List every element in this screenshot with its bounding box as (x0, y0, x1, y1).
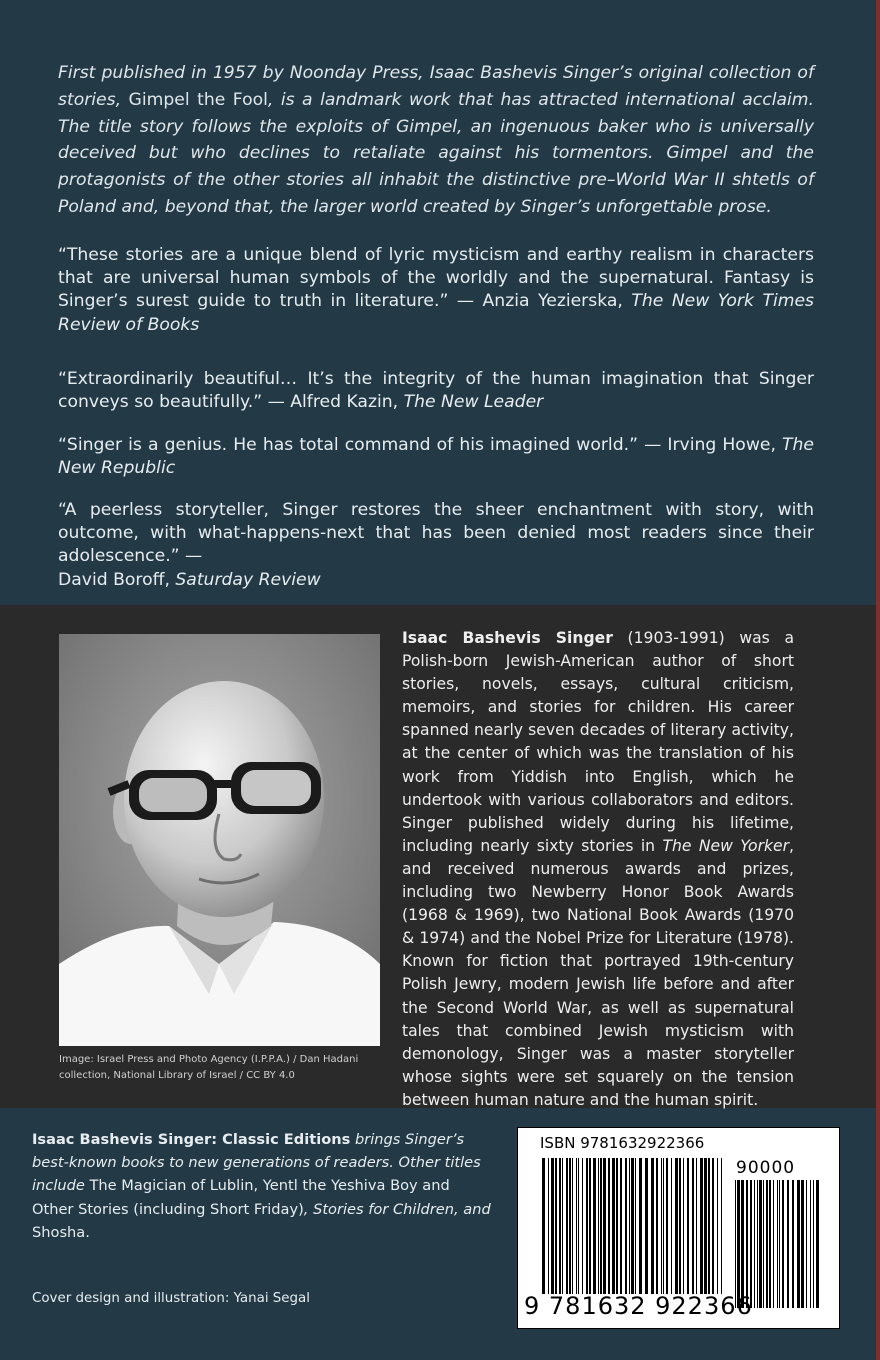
barcode-bar (746, 1180, 748, 1308)
barcode-bar (704, 1158, 707, 1294)
barcode-price-bars (735, 1180, 825, 1308)
book-description: First published in 1957 by Noonday Press, Isaac Bashevis Singer’s original collection of stories, Gimpel the Fool, is a landmark work that has attracted international acclaim. The title story follows the exploits of Gimpel, an ingenuous baker who is universally deceived but who declines to retaliate against his tormentors. Gimpel and the protagonists of the other stories all inhabit the distinctive pre–World War II shtetls of Poland and, beyond that, the larger world created by Singer’s unforgettable prose. (58, 63, 814, 217)
barcode-bar (551, 1158, 554, 1294)
barcode-bar (616, 1158, 618, 1294)
series-description: Isaac Bashevis Singer: Classic Editions brings Singer’s best-known books to new generations of readers. Other titles include The Magician of Lublin, Yentl the Yeshiva Boy and Other Stories (including Short Friday), Stories for Children, and Shosha. (32, 1131, 491, 1241)
review-source-1: The New York Times Review of Books (58, 291, 814, 335)
barcode-bar (562, 1158, 563, 1294)
barcode-bar (586, 1158, 588, 1294)
barcode-bar (576, 1158, 577, 1294)
spine-edge (876, 0, 880, 1360)
barcode-bar (806, 1180, 807, 1308)
barcode-bar (757, 1180, 758, 1308)
barcode-bar (593, 1158, 596, 1294)
barcode-bar (600, 1158, 602, 1294)
barcode-bar (766, 1180, 768, 1308)
photo-caption: Image: Israel Press and Photo Agency (I.P.P.A.) / Dan Hadani collection, National Library of Israel / CC BY 4.0 (59, 1054, 359, 1081)
barcode-bar (661, 1158, 662, 1294)
barcode-bar (631, 1158, 634, 1294)
barcode-bar (542, 1158, 545, 1294)
isbn-digits: 9 781632 922366 (524, 1292, 753, 1320)
isbn-barcode (517, 1127, 840, 1329)
barcode-bar (779, 1180, 780, 1308)
review-quote-3: “Singer is a genius. He has total command of his imagined world.” — Irving Howe, The New Republic (58, 435, 814, 479)
barcode-bar (671, 1158, 672, 1294)
barcode-bar (763, 1180, 764, 1308)
review-quote-4: “A peerless storyteller, Singer restores the sheer enchantment with story, with outcome, with what-happens-next that has been denied most readers since their adolescence.” — David Boroff, Saturday Review (58, 500, 814, 590)
barcode-bar (759, 1180, 762, 1308)
barcode-bar (572, 1158, 573, 1294)
barcode-bar (717, 1158, 718, 1294)
barcode-bar (687, 1158, 689, 1294)
barcode-bar (773, 1180, 774, 1308)
barcode-bar (620, 1158, 622, 1294)
barcode-bar (777, 1180, 778, 1308)
author-name: Isaac Bashevis Singer (402, 629, 613, 647)
barcode-bar (589, 1158, 591, 1294)
barcode-bar (737, 1180, 740, 1308)
review-source-2: The New Leader (403, 392, 544, 413)
barcode-bar (608, 1158, 610, 1294)
review-quote-2: “Extraordinarily beautiful… It’s the integrity of the human imagination that Singer conveys so beautifully.” — Alfred Kazin, The New Leader (58, 369, 814, 413)
barcode-main-bars (542, 1158, 722, 1308)
barcode-bar (813, 1180, 814, 1308)
barcode-bar (675, 1158, 678, 1294)
barcode-bar (679, 1158, 681, 1294)
book-title: Gimpel the Fool (128, 89, 268, 110)
barcode-bar (700, 1158, 703, 1294)
author-bio: Isaac Bashevis Singer (1903-1991) was a Polish-born Jewish-American author of short stories, novels, essays, cultural criticism, memoirs, and stories for children. His career spanned nearly seven decades of literary activity, at the center of which was the translation of his work from Yiddish into English, which he undertook with various collaborators and editors. Singer published widely during his lifetime, including nearly sixty stories in The New Yorker, and received numerous awards and prizes, including two Newberry Honor Book Awards (1968 & 1969), two National Book Awards (1970 & 1974) and the Nobel Prize for Literature (1978). Known for fiction that portrayed 19th-century Polish Jewry, modern Jewish life before and after the Second World War, as well as supernatural tales that combined Jewish mysticism with demonology, Singer was a master storyteller whose sights were set squarely on the tension between human nature and the human spirit. (402, 629, 794, 1109)
barcode-bar (712, 1158, 714, 1294)
barcode-bar (721, 1158, 722, 1294)
barcode-bar (750, 1180, 752, 1308)
barcode-bar (656, 1158, 658, 1294)
barcode-bar (683, 1158, 684, 1294)
barcode-bar (741, 1180, 744, 1308)
barcode-bar (612, 1158, 615, 1294)
review-source-4: Saturday Review (175, 569, 321, 590)
isbn-label: ISBN 9781632922366 (540, 1134, 705, 1152)
barcode-bar (582, 1158, 583, 1294)
author-photo (59, 634, 380, 1046)
barcode-bar (787, 1180, 789, 1308)
barcode-bar (629, 1158, 630, 1294)
barcode-bar (769, 1180, 771, 1308)
barcode-bar (797, 1180, 800, 1308)
review-quote-1: “These stories are a unique blend of lyric mysticism and earthy realism in characters that are universal human symbols of the worldly and the supernatural. Fantasy is Singer’s surest guide to truth in literature.” — Anzia Yezierska, The New York Times Review of Books (58, 245, 814, 335)
barcode-bar (651, 1158, 654, 1294)
barcode-bar (566, 1158, 568, 1294)
barcode-bar (555, 1158, 557, 1294)
review-source-3: The New Republic (58, 435, 814, 479)
barcode-bar (559, 1158, 561, 1294)
barcode-bar (569, 1158, 571, 1294)
barcode-bar (782, 1180, 784, 1308)
barcode-bar (578, 1158, 579, 1294)
barcode-bar (708, 1158, 710, 1294)
barcode-bar (666, 1158, 668, 1294)
barcode-bar (816, 1180, 819, 1308)
barcode-bar (639, 1158, 642, 1294)
barcode-bar (754, 1180, 755, 1308)
barcode-bar (735, 1180, 736, 1308)
barcode-bar (810, 1180, 811, 1308)
barcode-bar (696, 1158, 697, 1294)
series-name: Isaac Bashevis Singer: Classic Editions (32, 1131, 351, 1148)
barcode-bar (598, 1158, 599, 1294)
barcode-bar (801, 1180, 804, 1308)
barcode-bar (603, 1158, 606, 1294)
barcode-bar (625, 1158, 627, 1294)
barcode-bar (645, 1158, 648, 1294)
barcode-bar (548, 1158, 549, 1294)
magazine-title: The New Yorker (662, 836, 790, 855)
price-code: 90000 (736, 1158, 796, 1178)
barcode-bar (792, 1180, 794, 1308)
barcode-bar (663, 1158, 664, 1294)
barcode-bar (692, 1158, 694, 1294)
cover-credit: Cover design and illustration: Yanai Segal (32, 1291, 310, 1306)
barcode-bar (635, 1158, 636, 1294)
